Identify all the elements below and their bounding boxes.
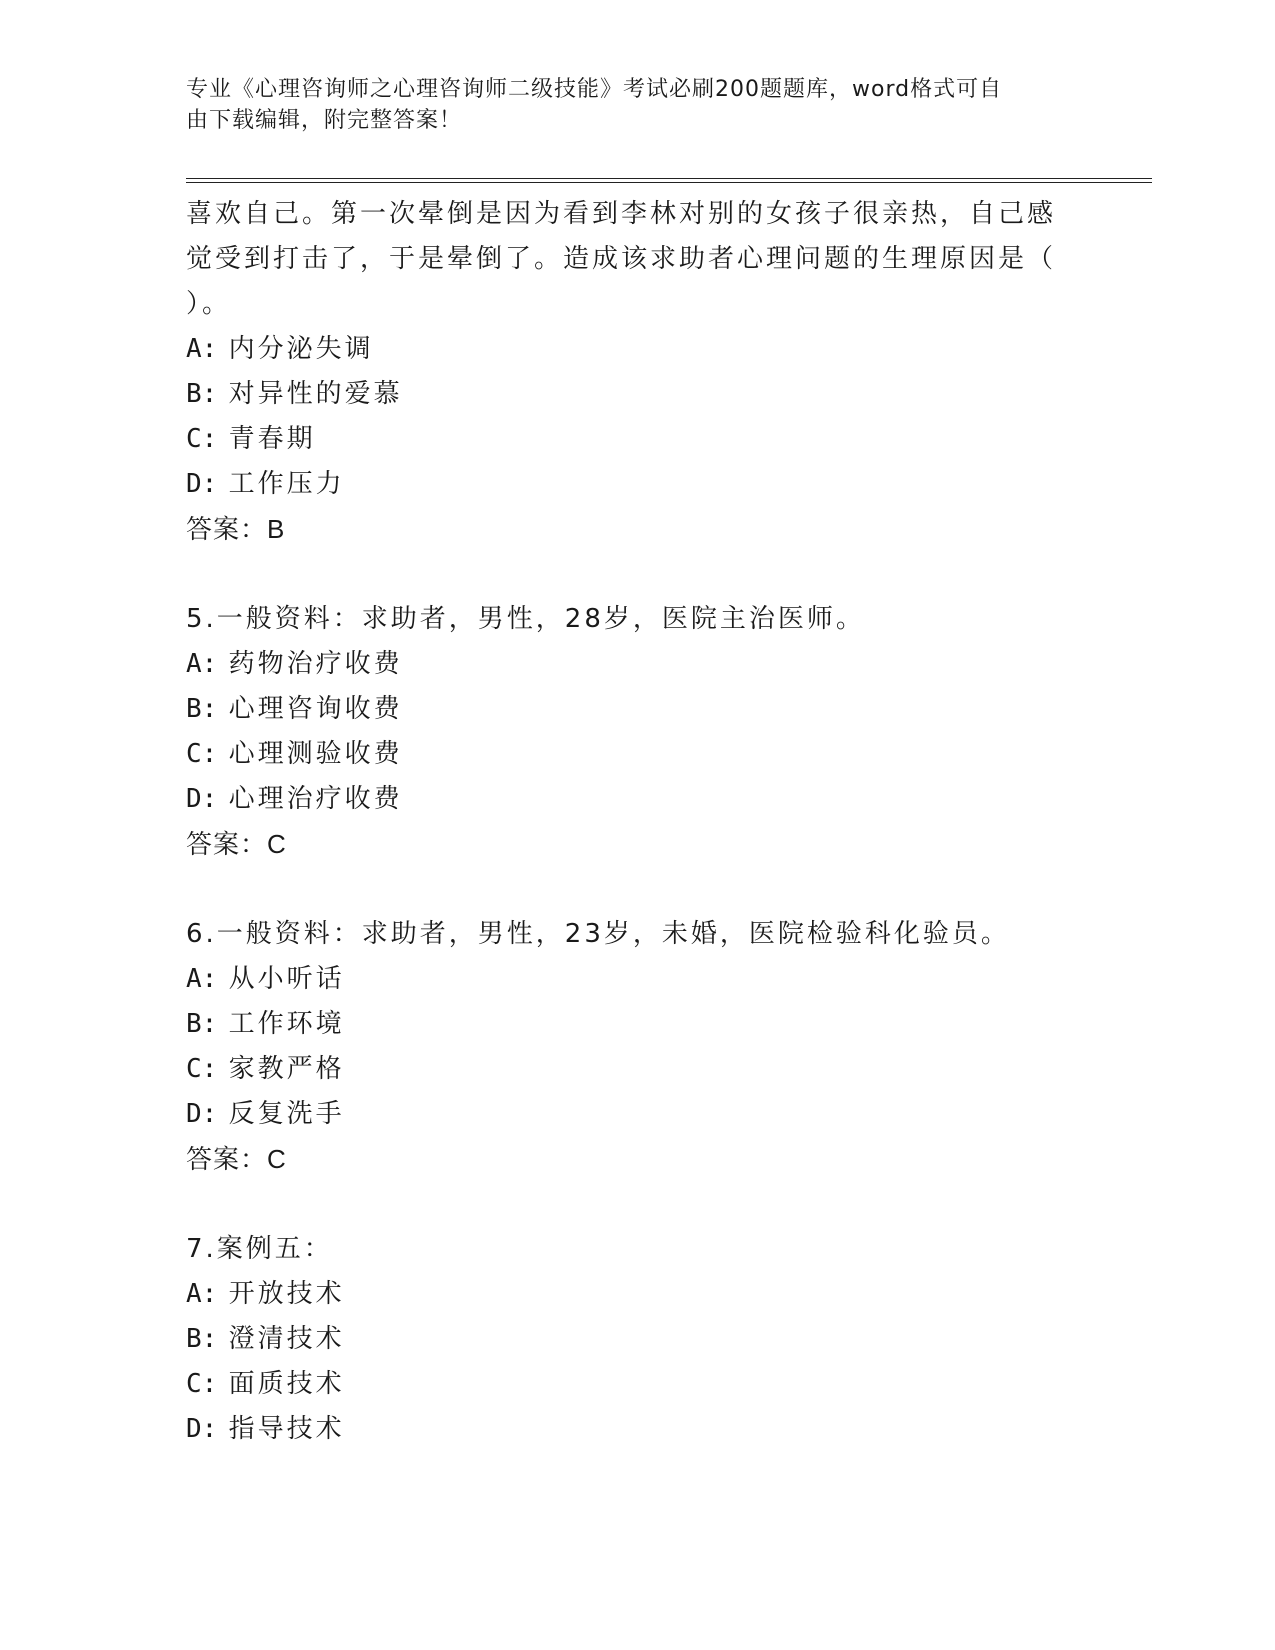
option-key: A: [186,1279,218,1309]
option-c [186,1362,1086,1407]
option-text: 心理治疗收费 [228,784,403,814]
option-d [186,462,1086,507]
question-text-line: 觉受到打击了，于是晕倒了。造成该求助者心理问题的生理原因是（ [186,244,1057,274]
option-c [186,417,1086,462]
spacer [186,1182,1086,1227]
option-key: A: [186,334,218,364]
option-text: 对异性的爱慕 [228,379,403,409]
answer-label: 答案：B [186,514,286,544]
option-text: 澄清技术 [228,1324,345,1354]
option-a [186,642,1086,687]
answer-label: 答案：C [186,1144,287,1174]
spacer [186,552,1086,597]
question-7 [186,1227,1086,1452]
option-d [186,1407,1086,1452]
option-key: D: [186,469,218,499]
option-key: B: [186,1009,218,1039]
option-key: C: [186,1054,218,1084]
option-text: 反复洗手 [228,1099,345,1129]
option-text: 面质技术 [228,1369,345,1399]
option-key: D: [186,1414,218,1444]
option-a [186,1272,1086,1317]
question-4 [186,192,1086,552]
option-text: 心理测验收费 [228,739,403,769]
option-text: 青春期 [228,424,316,454]
option-text: 指导技术 [228,1414,345,1444]
option-c [186,732,1086,777]
option-key: D: [186,1099,218,1129]
header-line-2: 由下载编辑，附完整答案！ [186,108,463,133]
option-d [186,777,1086,822]
option-b [186,372,1086,417]
question-6 [186,912,1086,1182]
answer-label: 答案：C [186,829,287,859]
option-text: 工作压力 [228,469,345,499]
option-d [186,1092,1086,1137]
question-text-line: ）。 [186,289,232,319]
question-5 [186,597,1086,867]
option-text: 内分泌失调 [228,334,374,364]
option-key: C: [186,1369,218,1399]
spacer [186,867,1086,912]
option-key: A: [186,649,218,679]
question-text-line: 7.案例五： [186,1234,333,1264]
option-key: B: [186,379,218,409]
option-text: 开放技术 [228,1279,345,1309]
question-list [186,192,1086,1452]
option-text: 家教严格 [228,1054,345,1084]
option-key: A: [186,964,218,994]
option-c [186,1047,1086,1092]
document-header [186,74,1066,136]
option-b [186,1317,1086,1362]
option-key: D: [186,784,218,814]
option-b [186,1002,1086,1047]
question-text-line: 喜欢自己。第一次晕倒是因为看到李林对别的女孩子很亲热，自己感 [186,199,1057,229]
header-divider-top [186,178,1152,179]
option-text: 药物治疗收费 [228,649,403,679]
question-text-line: 5.一般资料：求助者，男性，28岁，医院主治医师。 [186,604,865,634]
option-key: C: [186,424,218,454]
option-b [186,687,1086,732]
option-key: B: [186,694,218,724]
option-a [186,327,1086,372]
header-line-1: 专业《心理咨询师之心理咨询师二级技能》考试必刷200题题库，word格式可自 [186,77,1003,102]
option-text: 心理咨询收费 [228,694,403,724]
header-divider-bottom [186,182,1152,183]
option-text: 工作环境 [228,1009,345,1039]
option-a [186,957,1086,1002]
option-key: B: [186,1324,218,1354]
question-text-line: 6.一般资料：求助者，男性，23岁，未婚，医院检验科化验员。 [186,919,1010,949]
option-key: C: [186,739,218,769]
option-text: 从小听话 [228,964,345,994]
